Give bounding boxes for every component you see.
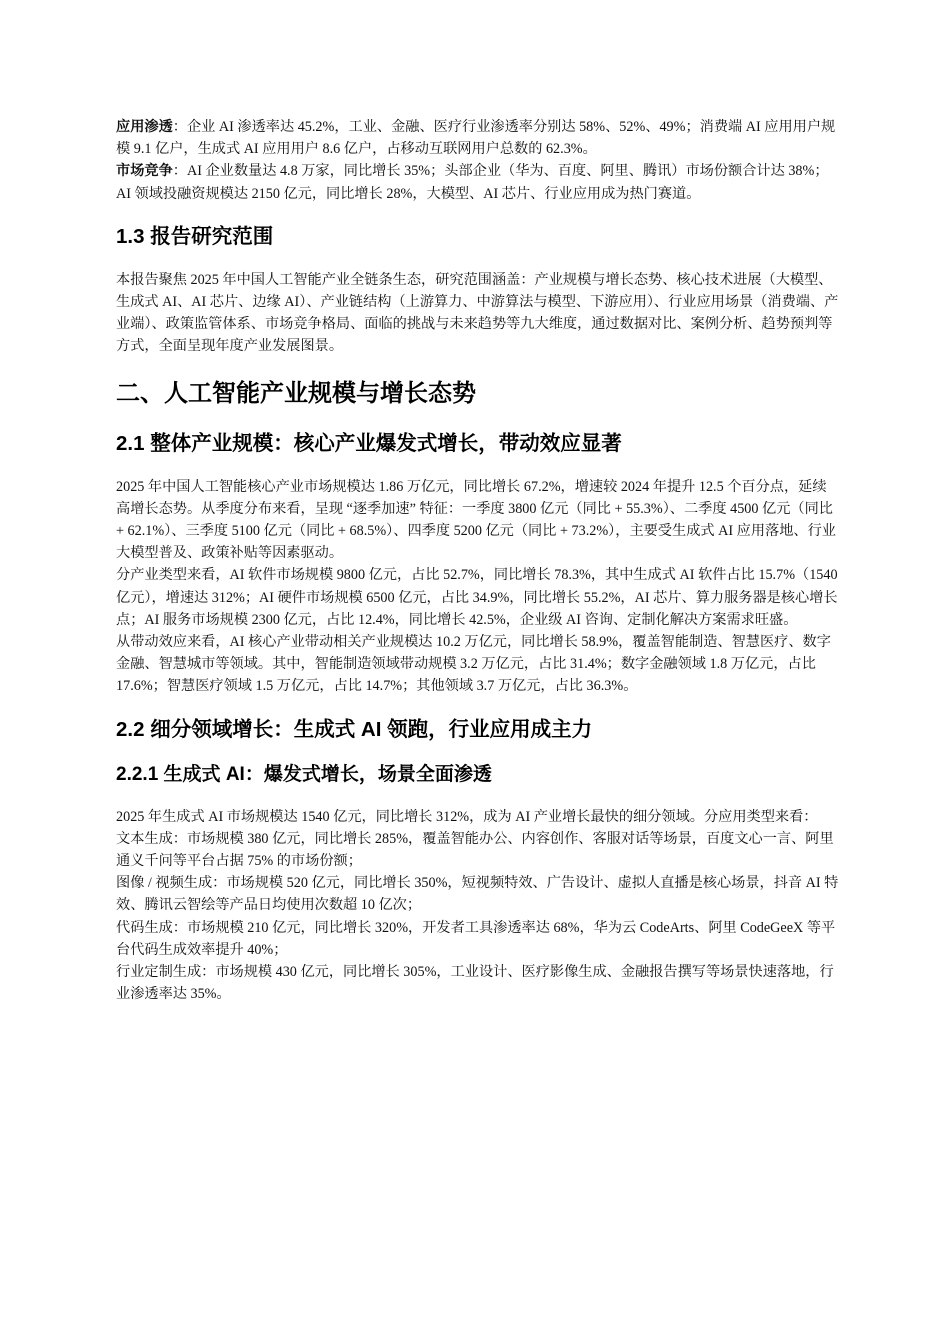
section-heading-1-3: 1.3 报告研究范围: [116, 224, 274, 248]
paragraph-body: ：AI 企业数量达 4.8 万家，同比增长 35%；头部企业（华为、百度、阿里、腾讯）市场份额合计达 38%；AI 领域投融资规模达 2150 亿元，同比增长 28%，大模型、AI 芯片、行业应用成为热门赛道。: [116, 163, 829, 202]
paragraph-industry-custom-generation: 行业定制生成：市场规模 430 亿元，同比增长 305%，工业设计、医疗影像生成、金融报告撰写等场景快速落地，行业渗透率达 35%。: [116, 964, 834, 1003]
paragraph-lead-label: 市场竞争: [116, 163, 173, 180]
paragraph-overall-scale: 2025 年中国人工智能核心产业市场规模达 1.86 万亿元，同比增长 67.2%，增速较 2024 年提升 12.5 个百分点，延续高增长态势。从季度分布来看，呈现 “逐季加速” 特征：一季度 3800 亿元（同比 + 55.3%）、二季度 4500 亿元（同比 + 62.1%）、三季度 5100 亿元（同比 + 68.5%）、四季度 5200 亿元（同比 + 73.2%），主要受生成式 AI 应用落地、行业大模型普及、政策补贴等因素驱动。: [116, 478, 836, 562]
section-heading-2-2: 2.2 细分领域增长：生成式 AI 领跑，行业应用成主力: [116, 717, 593, 741]
paragraph-application-penetration: [116, 116, 840, 160]
section-heading-2-2-1: 2.2.1 生成式 AI：爆发式增长，场景全面渗透: [116, 763, 492, 785]
document-page: [116, 116, 840, 1005]
chapter-heading-2: 二、人工智能产业规模与增长态势: [116, 379, 476, 407]
paragraph-code-generation: 代码生成：市场规模 210 亿元，同比增长 320%，开发者工具渗透率达 68%，华为云 CodeArts、阿里 CodeGeeX 等平台代码生成效率提升 40%；: [116, 919, 836, 958]
paragraph-body: ：企业 AI 渗透率达 45.2%，工业、金融、医疗行业渗透率分别达 58%、52%、49%；消费端 AI 应用用户规模 9.1 亿户，生成式 AI 应用用户 8.6 亿户，占移动互联网用户总数的 62.3%。: [116, 119, 836, 158]
paragraph-market-competition: [116, 160, 840, 204]
paragraph-research-scope: 本报告聚焦 2025 年中国人工智能产业全链条生态，研究范围涵盖：产业规模与增长态势、核心技术进展（大模型、生成式 AI、AI 芯片、边缘 AI）、产业链结构（上游算力、中游算法与模型、下游应用）、行业应用场景（消费端、产业端）、政策监管体系、市场竞争格局、面临的挑战与未来趋势等九大维度，通过数据对比、案例分析、趋势预判等方式，全面呈现年度产业发展图景。: [116, 271, 839, 355]
paragraph-industry-types: 分产业类型来看，AI 软件市场规模 9800 亿元，占比 52.7%，同比增长 78.3%，其中生成式 AI 软件占比 15.7%（1540 亿元），增速达 312%；AI 硬件市场规模 6500 亿元，占比 34.9%，同比增长 55.2%，AI 芯片、算力服务器是核心增长点；AI 服务市场规模 2300 亿元，占比 12.4%，同比增长 42.5%，企业级 AI 咨询、定制化解决方案需求旺盛。: [116, 567, 838, 628]
paragraph-lead-label: 应用渗透: [116, 119, 173, 135]
section-heading-2-1: 2.1 整体产业规模：核心产业爆发式增长，带动效应显著: [116, 431, 622, 455]
paragraph-text-generation: 文本生成：市场规模 380 亿元，同比增长 285%，覆盖智能办公、内容创作、客服对话等场景，百度文心一言、阿里通义千问等平台占据 75% 的市场份额；: [116, 830, 834, 870]
paragraph-image-video-generation: 图像 / 视频生成：市场规模 520 亿元，同比增长 350%，短视频特效、广告设计、虚拟人直播是核心场景，抖音 AI 特效、腾讯云智绘等产品日均使用次数超 10 亿次；: [116, 875, 839, 914]
paragraph-driving-effect: 从带动效应来看，AI 核心产业带动相关产业规模达 10.2 万亿元，同比增长 58.9%，覆盖智能制造、智慧医疗、数字金融、智慧城市等领域。其中，智能制造领域带动规模 3.2 万亿元，占比 31.4%；数字金融领域 1.8 万亿元，占比 17.6%；智慧医疗领域 1.5 万亿元，占比 14.7%；其他领域 3.7 万亿元，占比 36.3%。: [116, 634, 831, 695]
paragraph-genai-intro: 2025 年生成式 AI 市场规模达 1540 亿元，同比增长 312%，成为 AI 产业增长最快的细分领域。分应用类型来看：: [116, 808, 818, 825]
